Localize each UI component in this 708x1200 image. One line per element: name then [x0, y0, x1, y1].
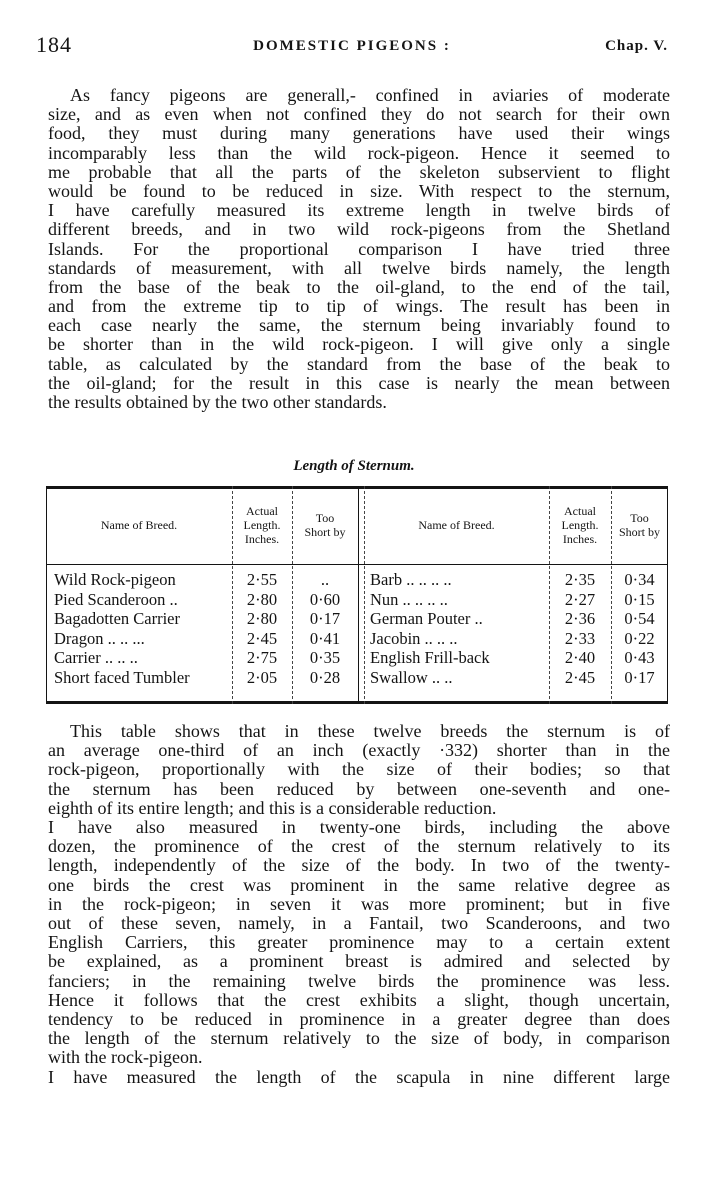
header-actual-left: Actual Length. Inches.	[243, 504, 281, 546]
text-line: incomparably less than the wild rock-pigeon. Hence it seemed to	[48, 142, 670, 163]
text-line: different breeds, and in two wild rock-pigeons from the Shetland	[48, 219, 670, 240]
table-cell-length: 2·35	[564, 570, 596, 589]
text-line: Hence it follows that the crest exhibits a slight, though uncertain,	[48, 989, 670, 1010]
table-cell-name: Nun .. .. .. ..	[370, 589, 448, 609]
table-cell-length: 2·40	[564, 648, 596, 668]
text-line: the results obtained by the two other standards.	[48, 392, 387, 412]
text-line: fanciers; in the remaining twelve birds the prominence was less.	[48, 970, 670, 991]
table-cell-length: 2·75	[246, 648, 278, 668]
paragraph-crest	[48, 818, 670, 1067]
text-line: the length of the sternum relatively to the size of body, in comparison	[48, 1028, 670, 1049]
table-cell-length: 2·05	[246, 668, 278, 687]
table-cell-short: 0·60	[309, 589, 341, 609]
table-cell-short: 0·43	[624, 648, 655, 668]
text-line: with the rock-pigeon.	[48, 1047, 203, 1068]
table-cell-name: Dragon .. .. ...	[54, 628, 145, 648]
text-line: As fancy pigeons are generall,- confined in aviaries of moderate	[70, 85, 670, 105]
table-cell-length: 2·45	[246, 628, 278, 648]
text-line: food, they must during many generations have used their wings	[48, 123, 670, 144]
table-cell-short: 0·34	[624, 570, 655, 589]
table-cell-name: Bagadotten Carrier	[54, 609, 180, 629]
text-line: each case nearly the same, the sternum being invariably found to	[48, 315, 670, 336]
table-cell-length: 2·45	[564, 668, 596, 687]
table-cell-length: 2·33	[564, 628, 596, 648]
text-line: eighth of its entire length; and this is a considerable reduction.	[48, 797, 497, 818]
header-actual-right: Actual Length. Inches.	[561, 504, 599, 546]
table-cell-length: 2·36	[564, 609, 596, 629]
chapter-label: Chap. V.	[605, 38, 668, 54]
table-cell-short: ..	[320, 570, 330, 589]
running-title: DOMESTIC PIGEONS :	[253, 38, 451, 54]
table-cell-name: Carrier .. .. ..	[54, 648, 138, 668]
text-line: be explained, as a prominent breast is admired and selected by	[48, 951, 670, 972]
text-line: English Carriers, this greater prominence may to a certain extent	[48, 932, 670, 953]
text-line: and from the extreme tip to tip of wings. The result has been in	[48, 296, 670, 317]
paragraph-scapula	[48, 1068, 670, 1087]
table-cell-name: Swallow .. ..	[370, 668, 453, 687]
page-number: 184	[36, 32, 72, 57]
text-line: Islands. For the proportional comparison I have tried three	[48, 238, 670, 259]
text-line: table, as calculated by the standard from the base of the beak to	[48, 353, 670, 374]
text-line: I have carefully measured its extreme length in twelve birds of	[48, 200, 670, 221]
text-line: This table shows that in these twelve breeds the sternum is of	[70, 721, 670, 741]
table-cell-length: 2·55	[246, 570, 278, 589]
table-cell-name: English Frill-back	[370, 648, 490, 668]
table-cell-name: Barb .. .. .. ..	[370, 570, 452, 589]
table-cell-name: Wild Rock-pigeon	[54, 570, 176, 589]
text-line: the oil-gland; for the result in this case is nearly the mean between	[48, 372, 670, 393]
text-line: in the rock-pigeon; in seven it was more prominent; but in five	[48, 893, 670, 914]
text-line: rock-pigeon, proportionally with the size of their bodies; so that	[48, 759, 670, 780]
text-line: be shorter than in the wild rock-pigeon. I will give only a single	[48, 334, 670, 355]
text-line: would be found to be reduced in size. With respect to the sternum,	[48, 180, 670, 201]
table-cell-name: Pied Scanderoon ..	[54, 589, 178, 609]
text-line: I have measured the length of the scapula in nine different large	[48, 1067, 670, 1087]
table-cell-short: 0·17	[624, 668, 655, 687]
table-cell-short: 0·28	[309, 668, 341, 687]
page-header	[36, 32, 668, 62]
table-cell-short: 0·54	[624, 609, 655, 629]
text-line: length, independently of the size of the body. In two of the twenty-	[48, 855, 670, 876]
text-line: an average one-third of an inch (exactly ·332) shorter than in the	[48, 740, 670, 761]
table-cell-length: 2·80	[246, 609, 278, 629]
table-cell-short: 0·41	[309, 628, 341, 648]
text-line: me probable that all the parts of the skeleton subservient to flight	[48, 161, 670, 182]
text-line: tendency to be reduced in prominence in a greater degree than does	[48, 1008, 670, 1029]
table-cell-name: German Pouter ..	[370, 609, 483, 629]
table-cell-length: 2·27	[564, 589, 596, 609]
text-line: I have also measured in twenty-one birds, including the above	[48, 817, 670, 837]
table-caption: Length of Sternum.	[293, 458, 415, 474]
table-cell-short: 0·15	[624, 589, 655, 609]
table-cell-short: 0·35	[309, 648, 341, 668]
text-line: size, and as even when not confined they do not search for their own	[48, 104, 670, 125]
text-line: one birds the crest was prominent in the same relative degree as	[48, 874, 670, 895]
paragraph-intro	[48, 86, 670, 412]
text-line: from the base of the beak to the oil-gland, to the end of the tail,	[48, 276, 670, 297]
paragraph-table-summary	[48, 722, 670, 818]
sternum-table	[46, 486, 668, 704]
header-name-left: Name of Breed.	[100, 518, 178, 532]
text-line: the sternum has been reduced by between one-seventh and one-	[48, 778, 670, 799]
table-cell-length: 2·80	[246, 589, 278, 609]
text-line: dozen, the prominence of the crest of the sternum relatively to its	[48, 836, 670, 857]
text-line: standards of measurement, with all twelve birds namely, the length	[48, 257, 670, 278]
header-short-left: Too Short by	[304, 511, 346, 539]
table-cell-short: 0·17	[309, 609, 341, 629]
table-cell-name: Jacobin .. .. ..	[370, 628, 458, 648]
table-cell-name: Short faced Tumbler	[54, 668, 190, 687]
text-line: out of these seven, namely, in a Fantail, two Scanderoons, and two	[48, 912, 670, 933]
header-name-right: Name of Breed.	[418, 518, 495, 532]
table-cell-short: 0·22	[624, 628, 655, 648]
header-short-right: Too Short by	[618, 511, 660, 539]
